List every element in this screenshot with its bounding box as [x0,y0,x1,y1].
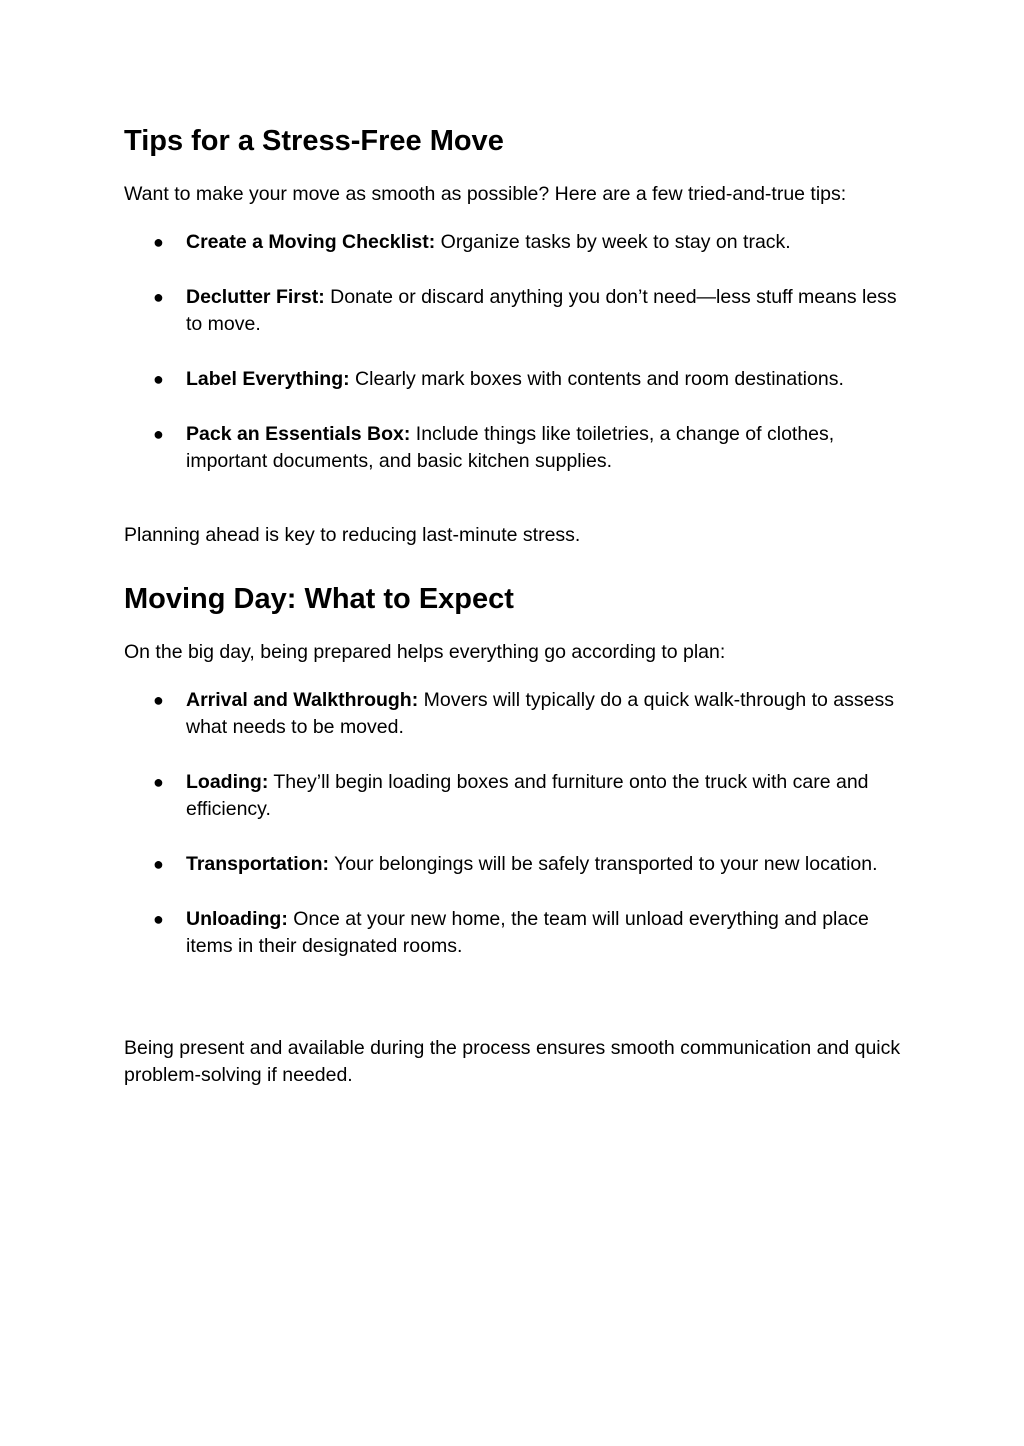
section-closing-tips: Planning ahead is key to reducing last-minute stress. [124,524,581,546]
item-text: Movers will typically do a quick walk-through to assess what needs to be moved. [186,689,894,738]
bullet-icon: ● [153,287,164,307]
item-term: Arrival and Walkthrough: [186,689,419,711]
item-text: Your belongings will be safely transported to your new location. [329,853,878,875]
section-intro-tips: Want to make your move as smooth as possible? Here are a few tried-and-true tips: [124,183,847,205]
item-term: Label Everything: [186,368,350,390]
item-term: Pack an Essentials Box: [186,423,411,445]
bullet-icon: ● [153,909,164,929]
list-item [124,687,901,741]
item-text: Donate or discard anything you don’t need—less stuff means less to move. [186,286,897,335]
bullet-icon: ● [153,424,164,444]
section-heading-tips: Tips for a Stress-Free Move [124,125,504,157]
bullet-icon: ● [153,772,164,792]
item-text: Once at your new home, the team will unload everything and place items in their designated rooms. [186,908,869,957]
list-item [124,366,901,393]
item-term: Loading: [186,771,269,793]
list-item [124,229,901,256]
bullet-icon: ● [153,369,164,389]
section-intro-moving-day: On the big day, being prepared helps everything go according to plan: [124,641,726,663]
item-term: Unloading: [186,908,288,930]
list-item [124,421,901,475]
list-item [124,769,901,823]
tips-list [124,229,904,475]
list-item [124,851,901,878]
item-text: They’ll begin loading boxes and furniture onto the truck with care and efficiency. [186,771,869,820]
item-text: Organize tasks by week to stay on track. [435,231,791,253]
bullet-icon: ● [153,232,164,252]
item-term: Transportation: [186,853,330,875]
list-item [124,906,901,960]
item-term: Declutter First: [186,286,325,308]
moving-day-list [124,687,904,960]
section-heading-moving-day: Moving Day: What to Expect [124,583,514,615]
section-closing-moving-day: Being present and available during the process ensures smooth communication and quick problem-solving if needed. [124,1037,901,1086]
item-term: Create a Moving Checklist: [186,231,436,253]
item-text: Clearly mark boxes with contents and room destinations. [349,368,844,390]
bullet-icon: ● [153,854,164,874]
list-item [124,284,901,338]
item-text: Include things like toiletries, a change of clothes, important documents, and basic kitchen supplies. [186,423,835,472]
bullet-icon: ● [153,690,164,710]
